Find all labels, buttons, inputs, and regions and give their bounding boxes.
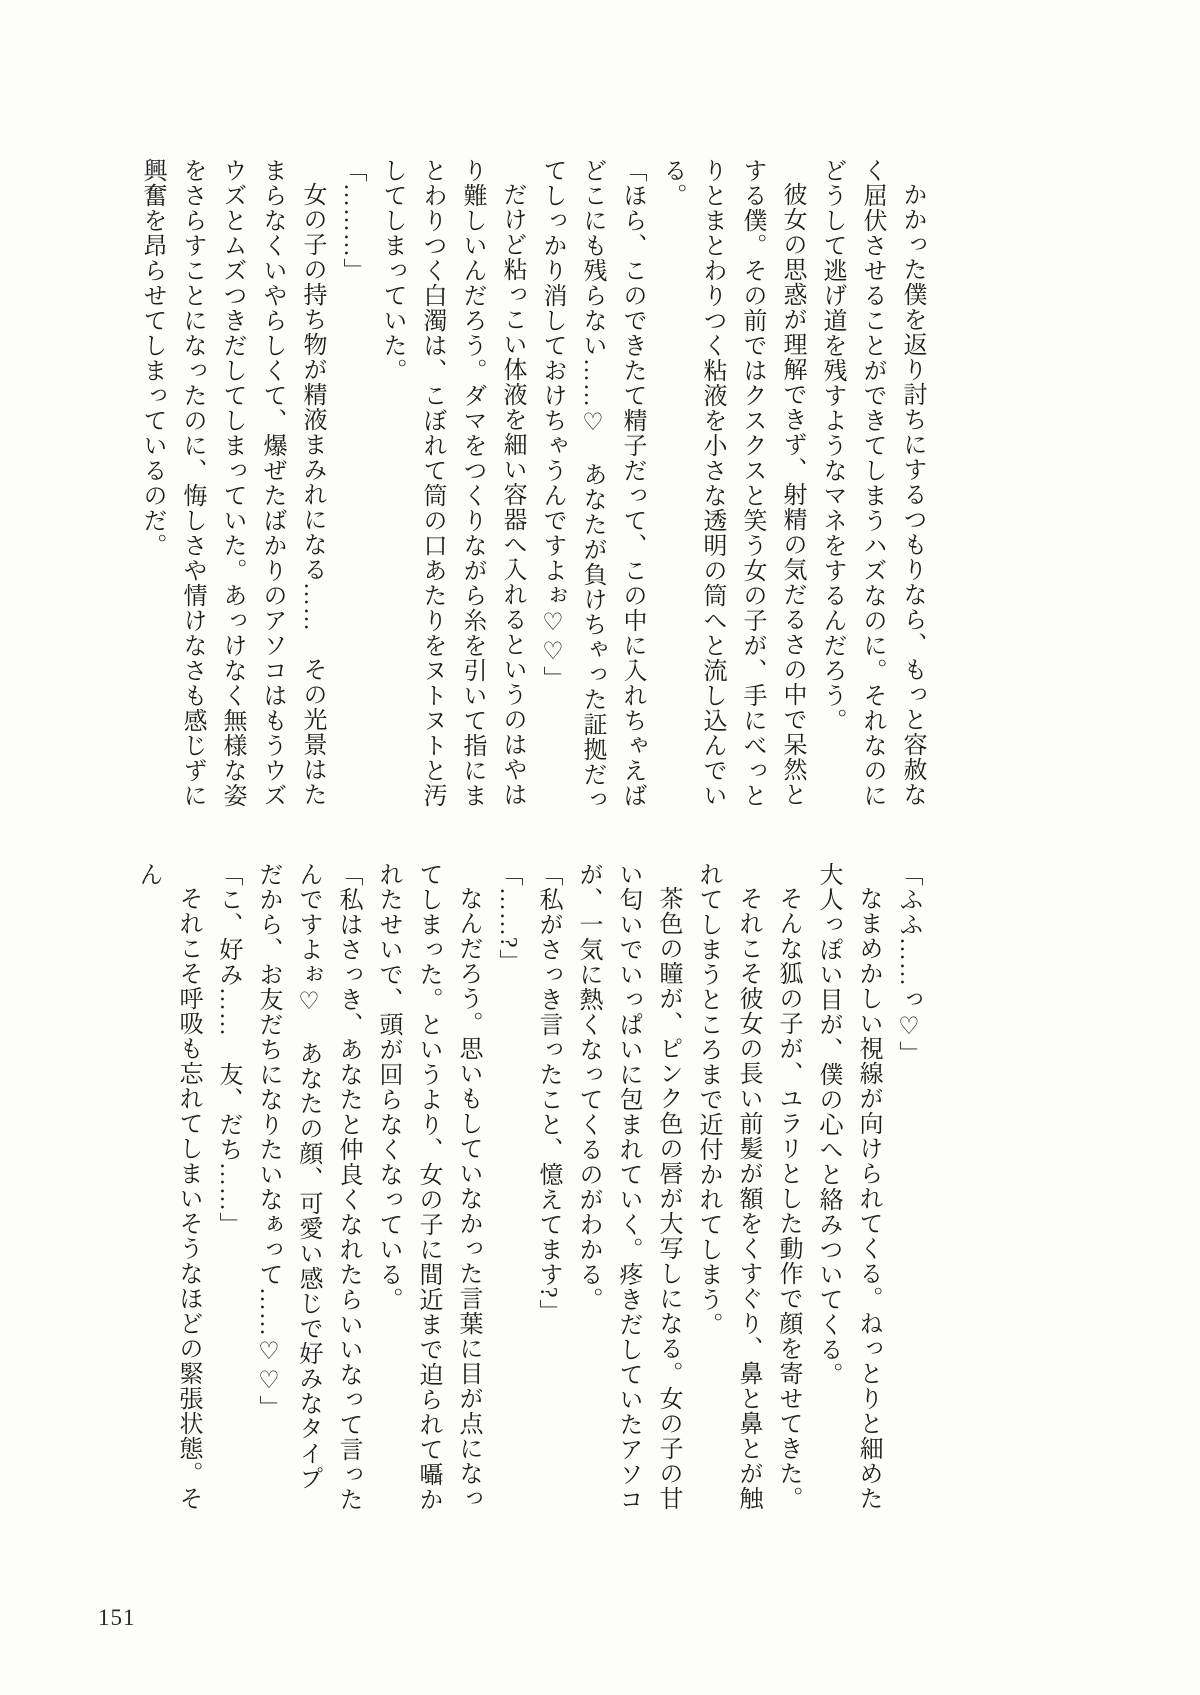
paragraph: 「ほら、このできたて精子だって、この中に入れちゃえばどこにも残らない……♡ あなたが負けちゃった証拠だってしっかり消しておけちゃうんですよぉ♡♡」	[539, 158, 645, 812]
paragraph: なまめかしい視線が向けられてくる。ねっとりと細めた大人っぽい目が、僕の心へと絡みついてくる。	[815, 862, 881, 1511]
paragraph: それこそ彼女の長い前髪が額をくすぐり、鼻と鼻とが触れてしまうところまで近付かれてしまう。	[695, 862, 761, 1511]
paragraph: 「私はさっき、あなたと仲良くなれたらいいなって言ったんですよぉ♡ あなたの顔、可愛い感じで好みなタイプだから、お友だちになりたいなぁって……♡♡」	[255, 862, 361, 1512]
paragraph: 「こ、好み…… 友、だち……」	[215, 862, 241, 1237]
paragraph: 茶色の瞳が、ピンク色の唇が大写しになる。女の子の甘い匂いでいっぱいに包まれていく。疼きだしていたアソコが、一気に熱くなってくるのがわかる。	[575, 862, 681, 1512]
paragraph: 女の子の持ち物が精液まみれになる…… その光景はたまらなくいやらしくて、爆ぜたばかりのアソコはもうウズウズとムズつきだしてしまっていた。あっけなく無様な姿をさらすことになったのに、悔しさや情けなさも感じずに興奮を昂らせてしまっているのだ。	[139, 158, 325, 808]
vertical-text-block-upper	[139, 158, 932, 820]
page-number: 151	[98, 1605, 136, 1630]
paragraph: それこそ呼吸も忘れてしまいそうなほどの緊張状態。そん	[135, 862, 201, 1511]
paragraph: かかった僕を返り討ちにするつもりなら、もっと容赦なく屈伏させることができてしまうハズなのに。それなのにどうして逃げ道を残すようなマネをするんだろう。	[819, 158, 925, 808]
paragraph: 「………」	[339, 158, 365, 283]
vertical-text-block-lower	[135, 862, 928, 1512]
paragraph: 彼女の思惑が理解できず、射精の気だるさの中で呆然とする僕。その前ではクスクスと笑う女の子が、手にべっとりとまとわりつく粘液を小さな透明の筒へと流し込んでいる。	[659, 158, 805, 808]
paragraph: なんだろう。思いもしていなかった言葉に目が点になってしまった。というより、女の子に間近まで迫られて囁かれたせいで、頭が回らなくなっている。	[375, 862, 481, 1512]
paragraph: 「私がさっき言ったこと、憶えてます?」	[535, 862, 561, 1324]
paragraph: だけど粘っこい体液を細い容器へ入れるというのはやはり難しいんだろう。ダマをつくりながら糸を引いて指にまとわりつく白濁は、こぼれて筒の口あたりをヌトヌトと汚してしまっていた。	[379, 158, 525, 808]
paragraph: 「……?」	[495, 862, 521, 974]
paragraph: 「ふふ……っ♡」	[895, 862, 921, 1066]
paragraph: そんな狐の子が、ユラリとした動作で顔を寄せてきた。	[775, 886, 801, 1511]
